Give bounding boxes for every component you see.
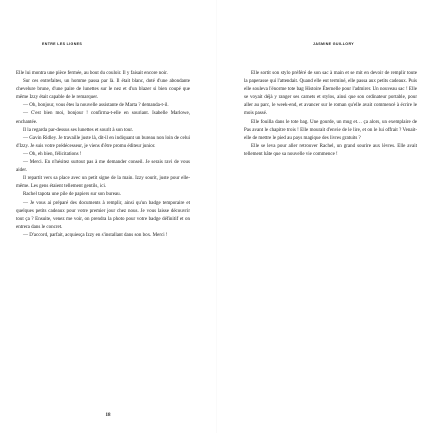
paragraph: Il la regarda par-dessus ses lunettes et sourit à son tour. bbox=[23, 127, 134, 133]
right-page bbox=[217, 0, 433, 433]
paragraph: Il repartit vers sa place avec un petit signe de la main. Izzy sourit, juste pour elle-même. Les gens étaient tellement gentils, ici. bbox=[16, 176, 190, 190]
paragraph: Elle lui montra une pièce fermée, au bout du couloir. Il y faisait encore noir. bbox=[16, 71, 168, 76]
running-head-left: ENTRE LES LIGNES bbox=[42, 42, 83, 46]
running-head-right: JASMINE GUILLORY bbox=[313, 42, 355, 46]
paragraph: — Je vous ai préparé des documents à remplir, ainsi qu'un badge temporaire et quelques petits cadeaux pour votre premier jour chez nous. Je vous laisse découvrir tout ça ? Ensuite, venez me voir, on prendra la photo pour votre badge définitif et on entrera dans le concret. bbox=[16, 200, 190, 230]
paragraph: — D'accord, parfait, acquiesça Izzy en s'installant dans son box. Merci ! bbox=[23, 232, 168, 238]
page-number: 18 bbox=[105, 413, 111, 418]
paragraph: — Gavin Ridley. Je travaille juste là, dit-il en indiquant un bureau non loin de celui d'Izzy. Je suis votre prédécesseur, je viens d'être promu éditeur junior. bbox=[16, 135, 190, 149]
paragraph: — Merci. En n'hésitez surtout pas à me demander conseil. Je serais ravi de vous aider. bbox=[16, 160, 190, 174]
body-text-left bbox=[16, 70, 190, 240]
paragraph: Elle se leva pour aller retrouver Rachel, un grand sourire aux lèvres. Elle avait tellement hâte que sa nouvelle vie commence ! bbox=[244, 143, 417, 157]
body-text-right bbox=[244, 70, 417, 159]
paragraph: Elle fouilla dans le tote bag. Une gourde, un mug et… ça alors, un exemplaire de Pas avant le chapitre trois ! Elle mourait d'envie de le lire, et on le lui offrait ? Venait-elle de mettre le pied au pays magique des livres gratuits ? bbox=[244, 119, 417, 141]
paragraph: Rachel tapota une pile de papiers sur son bureau. bbox=[23, 192, 121, 198]
paragraph: — C'est bien moi, bonjour ! confirma-t-elle en souriant. Isabelle Marlowe, enchantée. bbox=[16, 111, 190, 125]
left-page bbox=[0, 0, 216, 433]
paragraph: Elle sortit son stylo préféré de son sac à main et se mit en devoir de remplir toute la paperasse qui l'attendait. Quand elle eut terminé, elle passa aux petits cadeaux. Puis elle souleva l'énorme tote bag Histoire Éternelle pour l'admirer. Un nouveau sac ! Elle se voyait déjà y ranger ses carnets et stylos, ainsi que son ordinateur portable, pour aller au parc, le week-end, et avancer sur le roman qu'elle avait commencé à écrire le mois passé. bbox=[244, 71, 417, 117]
paragraph: — Oh, bonjour, vous êtes la nouvelle assistante de Marta ? demanda-t-il. bbox=[23, 103, 169, 109]
paragraph: Sur ces entrefaites, un homme passa par là. Il était blanc, doté d'une abondante chevelure brune, d'une paire de lunettes sur le nez et d'un blazer si bien coupé que même Izzy était capable de le remarquer. bbox=[16, 79, 190, 101]
paragraph: — Oh, eh bien, félicitations ! bbox=[23, 151, 82, 157]
